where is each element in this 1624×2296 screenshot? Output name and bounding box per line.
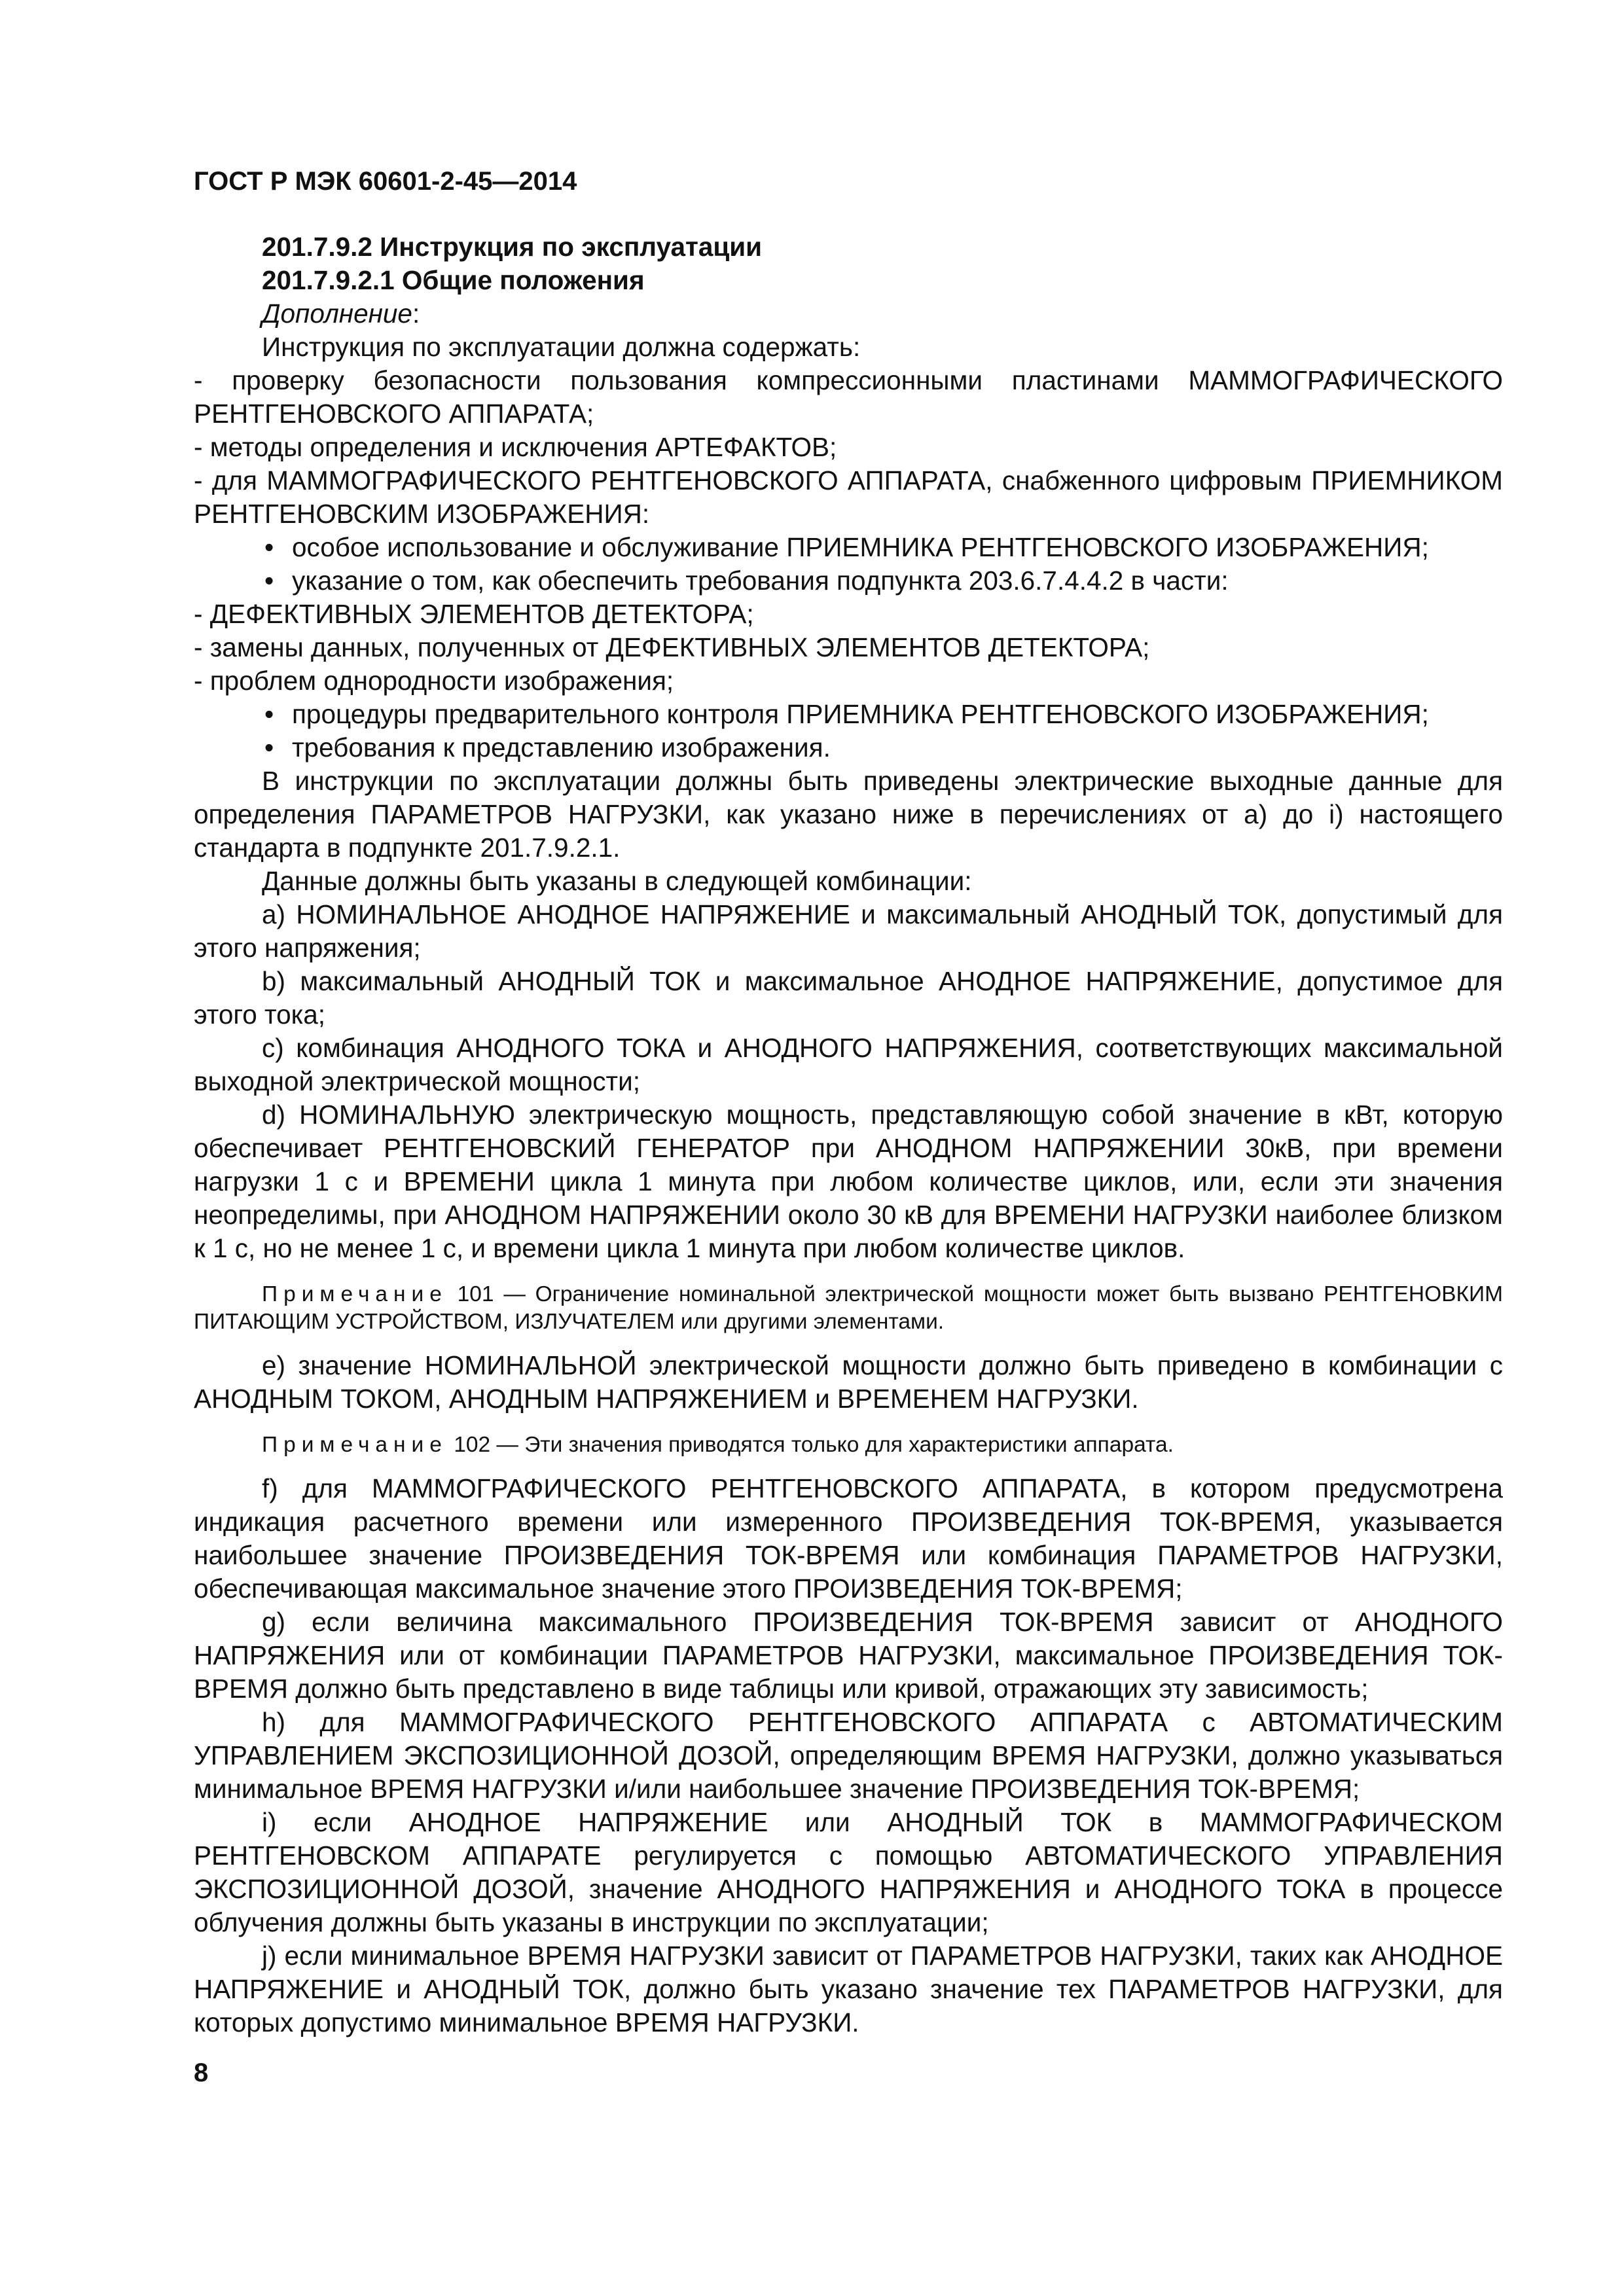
note-text: 102 — Эти значения приводятся только для характеристики аппарата. — [447, 1433, 1174, 1457]
bullet-item — [194, 564, 1503, 598]
enum-item-g: g) если величина максимального ПРОИЗВЕДЕНИЯ ТОК-ВРЕМЯ зависит от АНОДНОГО НАПРЯЖЕНИЯ или от комбинации ПАРАМЕТРОВ НАГРУЗКИ, максимальное ПРОИЗВЕДЕНИЯ ТОК-ВРЕМЯ должно быть представлено в виде таблицы или кривой, отражающих эту зависимость; — [194, 1607, 1503, 1704]
note-101 — [194, 1281, 1503, 1336]
enum-item-b: b) максимальный АНОДНЫЙ ТОК и максимальное АНОДНОЕ НАПРЯЖЕНИЕ, допустимое для этого тока; — [194, 966, 1503, 1030]
paragraph: Данные должны быть указаны в следующей комбинации: — [262, 866, 972, 896]
bullet-item — [194, 731, 1503, 764]
enum-item-a: a) НОМИНАЛЬНОЕ АНОДНОЕ НАПРЯЖЕНИЕ и максимальный АНОДНЫЙ ТОК, допустимый для этого напряжения; — [194, 899, 1503, 963]
note-label: Примечание — [262, 1433, 448, 1457]
bullet-item — [194, 698, 1503, 731]
enum-item-f: f) для МАММОГРАФИЧЕСКОГО РЕНТГЕНОВСКОГО АППАРАТА, в котором предусмотрена индикация расчетного времени или измеренного ПРОИЗВЕДЕНИЯ ТОК-ВРЕМЯ, указывается наибольшее значение ПРОИЗВЕДЕНИЯ ТОК-ВРЕМЯ или комбинация ПАРАМЕТРОВ НАГРУЗКИ, обеспечивающая максимальное значение этого ПРОИЗВЕДЕНИЯ ТОК-ВРЕМЯ; — [194, 1473, 1503, 1604]
note-label: Примечание — [262, 1282, 448, 1306]
enum-item-i: i) если АНОДНОЕ НАПРЯЖЕНИЕ или АНОДНЫЙ ТОК в МАММОГРАФИЧЕСКОМ РЕНТГЕНОВСКОМ АППАРАТЕ регулируется с помощью АВТОМАТИЧЕСКОГО УПРАВЛЕНИЯ ЭКСПОЗИЦИОННОЙ ДОЗОЙ, значение АНОДНОГО НАПРЯЖЕНИЯ и АНОДНОГО ТОКА в процессе облучения должны быть указаны в инструкции по эксплуатации; — [194, 1807, 1503, 1937]
list-item: - методы определения и исключения АРТЕФАКТОВ; — [194, 432, 837, 462]
bullet-icon: • — [264, 565, 274, 596]
list-item: - проблем однородности изображения; — [194, 666, 674, 696]
section-title: 201.7.9.2 Инструкция по эксплуатации — [262, 232, 763, 262]
enum-item-d: d) НОМИНАЛЬНУЮ электрическую мощность, представляющую собой значение в кВт, которую обеспечивает РЕНТГЕНОВСКИЙ ГЕНЕРАТОР при АНОДНОМ НАПРЯЖЕНИИ 30кВ, при времени нагрузки 1 с и ВРЕМЕНИ цикла 1 минута при любом количестве циклов, или, если эти значения неопределимы, при АНОДНОМ НАПРЯЖЕНИИ около 30 кВ для ВРЕМЕНИ НАГРУЗКИ наиболее близком к 1 с, но не менее 1 с, и времени цикла 1 минута при любом количестве циклов. — [194, 1100, 1503, 1263]
enum-item-e: e) значение НОМИНАЛЬНОЙ электрической мощности должно быть приведено в комбинации с АНОДНЫМ ТОКОМ, АНОДНЫМ НАПРЯЖЕНИЕМ и ВРЕМЕНЕМ НАГРУЗКИ. — [194, 1350, 1503, 1414]
bullet-item — [194, 531, 1503, 564]
page-number: 8 — [194, 2058, 209, 2087]
addition-line — [194, 297, 1503, 331]
note-text: 101 — Ограничение номинальной электрической мощности может быть вызвано РЕНТГЕНОВКИМ ПИТАЮЩИМ УСТРОЙСТВОМ, ИЗЛУЧАТЕЛЕМ или другими элементами. — [194, 1282, 1503, 1334]
list-item: - замены данных, полученных от ДЕФЕКТИВНЫХ ЭЛЕМЕНТОВ ДЕТЕКТОРА; — [194, 632, 1150, 662]
bullet-text: процедуры предварительного контроля ПРИЕМНИКА РЕНТГЕНОВСКОГО ИЗОБРАЖЕНИЯ; — [292, 699, 1429, 729]
addition-colon: : — [412, 298, 420, 329]
bullet-icon: • — [264, 732, 274, 762]
enum-item-h: h) для МАММОГРАФИЧЕСКОГО РЕНТГЕНОВСКОГО АППАРАТА с АВТОМАТИЧЕСКИМ УПРАВЛЕНИЕМ ЭКСПОЗИЦИОННОЙ ДОЗОЙ, определяющим ВРЕМЯ НАГРУЗКИ, должно указываться минимальное ВРЕМЯ НАГРУЗКИ и/или наибольшее значение ПРОИЗВЕДЕНИЯ ТОК-ВРЕМЯ; — [194, 1707, 1503, 1804]
enum-item-c: c) комбинация АНОДНОГО ТОКА и АНОДНОГО НАПРЯЖЕНИЯ, соответствующих максимальной выходной электрической мощности; — [194, 1033, 1503, 1096]
document-header: ГОСТ Р МЭК 60601-2-45—2014 — [194, 167, 577, 196]
bullet-text: указание о том, как обеспечить требования подпункта 203.6.7.4.4.2 в части: — [292, 565, 1229, 596]
bullet-icon: • — [264, 699, 274, 729]
document-body — [194, 230, 1503, 2039]
bullet-text: требования к представлению изображения. — [292, 732, 831, 762]
subsection-title: 201.7.9.2.1 Общие положения — [262, 265, 645, 295]
addition-label: Дополнение — [262, 298, 412, 329]
bullet-text: особое использование и обслуживание ПРИЕМНИКА РЕНТГЕНОВСКОГО ИЗОБРАЖЕНИЯ; — [292, 532, 1429, 562]
list-item: - ДЕФЕКТИВНЫХ ЭЛЕМЕНТОВ ДЕТЕКТОРА; — [194, 599, 754, 629]
list-item: - проверку безопасности пользования компрессионными пластинами МАММОГРАФИЧЕСКОГО РЕНТГЕНОВСКОГО АППАРАТА; — [194, 365, 1503, 429]
bullet-icon: • — [264, 532, 274, 562]
intro-paragraph: Инструкция по эксплуатации должна содержать: — [262, 332, 861, 362]
paragraph: В инструкции по эксплуатации должны быть приведены электрические выходные данные для определения ПАРАМЕТРОВ НАГРУЗКИ, как указано ниже в перечислениях от а) до i) настоящего стандарта в подпункте 201.7.9.2.1. — [194, 766, 1503, 863]
note-102 — [194, 1431, 1503, 1459]
list-item: - для МАММОГРАФИЧЕСКОГО РЕНТГЕНОВСКОГО АППАРАТА, снабженного цифровым ПРИЕМНИКОМ РЕНТГЕНОВСКИМ ИЗОБРАЖЕНИЯ: — [194, 465, 1503, 529]
enum-item-j: j) если минимальное ВРЕМЯ НАГРУЗКИ зависит от ПАРАМЕТРОВ НАГРУЗКИ, таких как АНОДНОЕ НАПРЯЖЕНИЕ и АНОДНЫЙ ТОК, должно быть указано значение тех ПАРАМЕТРОВ НАГРУЗКИ, для которых допустимо минимальное ВРЕМЯ НАГРУЗКИ. — [194, 1941, 1503, 2037]
